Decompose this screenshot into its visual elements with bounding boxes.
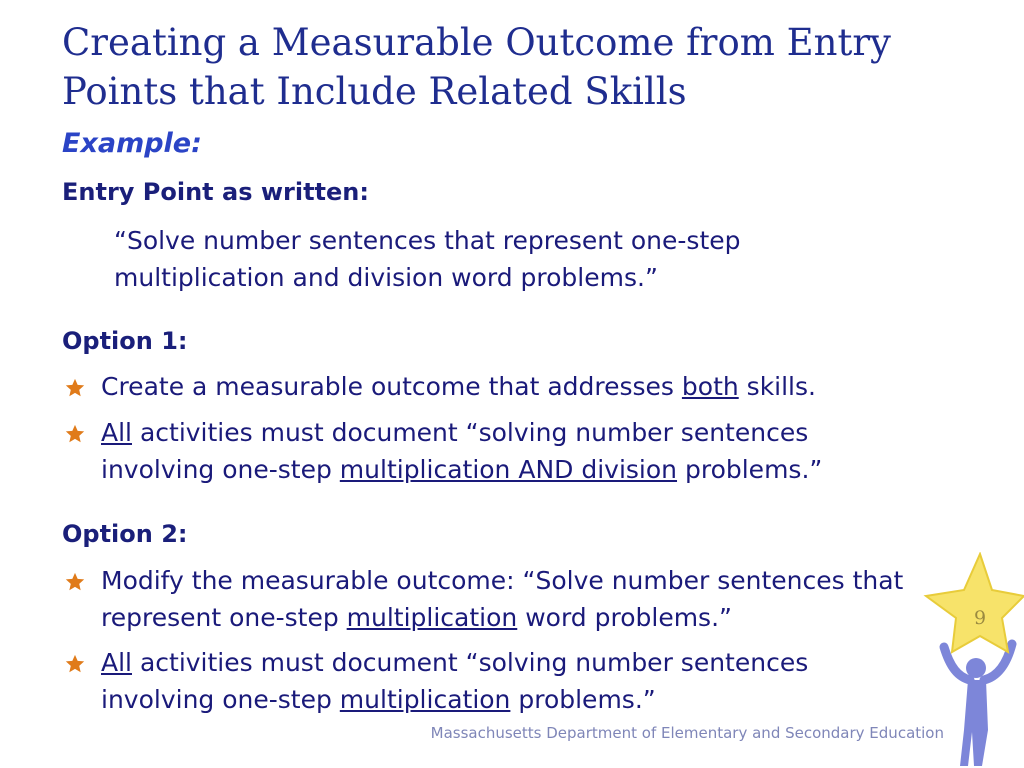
underlined-term: multiplication <box>346 603 518 632</box>
star-icon <box>64 423 86 445</box>
underlined-term: both <box>681 372 739 401</box>
example-label: Example: <box>62 128 202 159</box>
star-icon <box>64 653 86 675</box>
star-icon <box>64 377 86 399</box>
bullet-text: All activities must document “solving number sentences involving one-step multiplication problems.” <box>101 648 809 714</box>
slide-title: Creating a Measurable Outcome from Entry Points that Include Related Skills <box>62 21 891 113</box>
option1-label: Option 1: <box>62 327 188 355</box>
option2-label: Option 2: <box>62 520 188 548</box>
underlined-term: multiplication <box>339 685 511 714</box>
option1-bullet-2 <box>62 414 922 488</box>
option2-bullet-1 <box>62 562 922 636</box>
entry-point-quote: “Solve number sentences that represent one-step multiplication and division word problems.” <box>114 226 741 292</box>
bullet-text: Create a measurable outcome that addresses both skills. <box>101 372 816 401</box>
underlined-term: multiplication AND division <box>339 455 678 484</box>
star-icon <box>64 571 86 593</box>
option2-bullet-2 <box>62 644 862 718</box>
bullet-text: Modify the measurable outcome: “Solve number sentences that represent one-step multiplication word problems.” <box>101 566 904 632</box>
page-number: 9 <box>973 607 987 629</box>
entry-point-label: Entry Point as written: <box>62 178 369 206</box>
bullet-text: All activities must document “solving number sentences involving one-step multiplication AND division problems.” <box>101 418 823 484</box>
underlined-term: All <box>101 648 132 677</box>
footer-text: Massachusetts Department of Elementary and Secondary Education <box>430 724 944 742</box>
underlined-term: All <box>101 418 132 447</box>
option1-bullet-1 <box>62 368 922 405</box>
